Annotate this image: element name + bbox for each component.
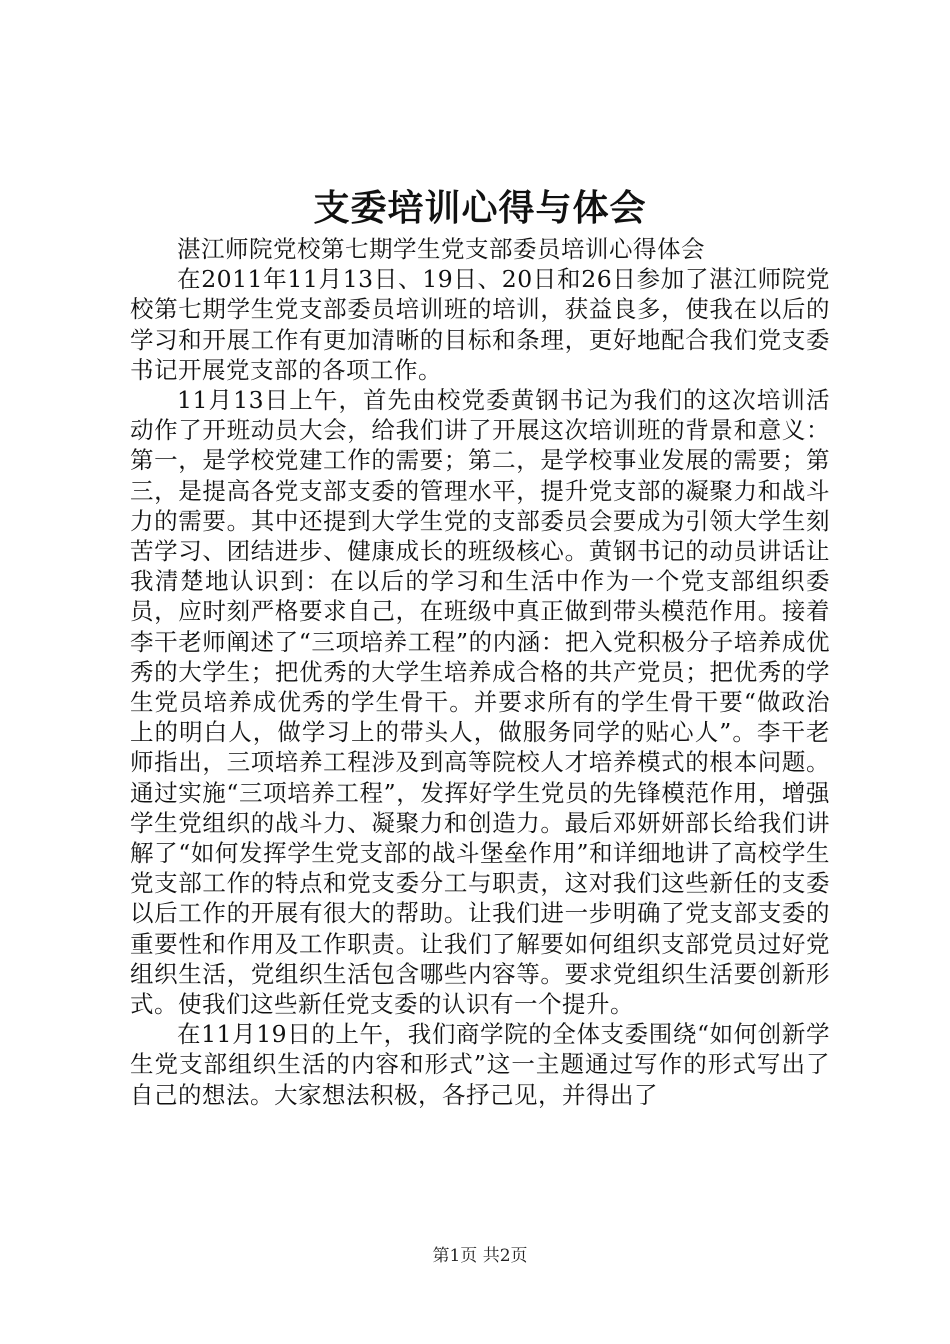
document-page (130, 0, 830, 1344)
document-body (130, 234, 830, 1110)
body-paragraph: 在11月19日的上午，我们商学院的全体支委围绕“如何创新学生党支部组织生活的内容和形式”这一主题通过写作的形式写出了自己的想法。大家想法积极，各抒己见，并得出了 (130, 1020, 830, 1109)
subtitle-paragraph: 湛江师院党校第七期学生党支部委员培训心得体会 (177, 235, 705, 263)
page-number-footer: 第1页 共2页 (432, 1246, 528, 1266)
body-paragraph: 在2011年11月13日、19日、20日和26日参加了湛江师院党校第七期学生党支部委员培训班的培训，获益良多，使我在以后的学习和开展工作有更加清晰的目标和条理，更好地配合我们党支委书记开展党支部的各项工作。 (130, 265, 830, 384)
document-title: 支委培训心得与体会 (313, 187, 647, 229)
body-paragraph: 11月13日上午，首先由校党委黄钢书记为我们的这次培训活动作了开班动员大会，给我们讲了开展这次培训班的背景和意义：第一，是学校党建工作的需要；第二，是学校事业发展的需要；第三，是提高各党支部支委的管理水平，提升党支部的凝聚力和战斗力的需要。其中还提到大学生党的支部委员会要成为引领大学生刻苦学习、团结进步、健康成长的班级核心。黄钢书记的动员讲话让我清楚地认识到：在以后的学习和生活中作为一个党支部组织委员，应时刻严格要求自己，在班级中真正做到带头模范作用。接着李干老师阐述了“三项培养工程”的内涵：把入党积极分子培养成优秀的大学生；把优秀的大学生培养成合格的共产党员；把优秀的学生党员培养成优秀的学生骨干。并要求所有的学生骨干要“做政治上的明白人，做学习上的带头人，做服务同学的贴心人”。李干老师指出，三项培养工程涉及到高等院校人才培养模式的根本问题。通过实施“三项培养工程”，发挥好学生党员的先锋模范作用，增强学生党组织的战斗力、凝聚力和创造力。最后邓妍妍部长给我们讲解了“如何发挥学生党支部的战斗堡垒作用”和详细地讲了高校学生党支部工作的特点和党支委分工与职责，这对我们这些新任的支委以后工作的开展有很大的帮助。让我们进一步明确了党支部支委的重要性和作用及工作职责。让我们了解要如何组织支部党员过好党组织生活，党组织生活包含哪些内容等。要求党组织生活要创新形式。使我们这些新任党支委的认识有一个提升。 (130, 386, 830, 1019)
